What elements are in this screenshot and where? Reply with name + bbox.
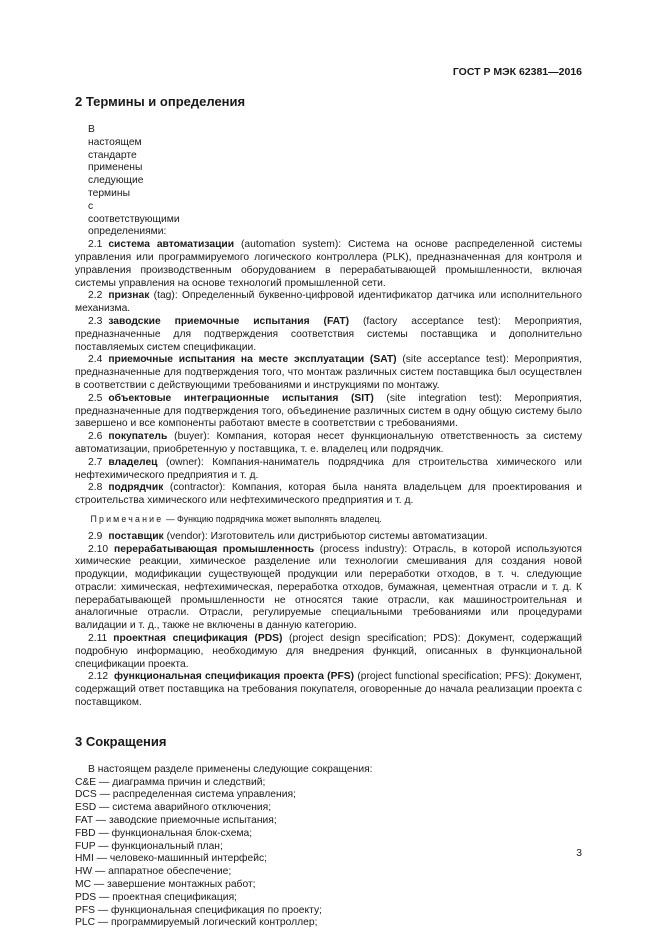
abbreviation-item: PLC — программируемый логический контроллер; [75,917,318,929]
term-name: владелец [108,456,158,468]
abbreviation-item: HMI — человеко-машинный интерфейс; [75,853,268,865]
section-2-intro: В настоящем стандарте применены следующие термины с соответствующими определениями: [88,124,180,238]
abbreviation-item: FUP — функциональный план; [75,840,223,852]
term-entry [75,290,582,316]
term-definition: (project functional specification; PFS): Документ, содержащий ответ поставщика на требования покупателя, оговоренные до начала реализации проекта с поставщиком. [75,671,582,709]
abbreviation-item: HW — аппаратное обеспечение; [75,866,232,878]
note [75,513,582,526]
term-number: 2.10 [88,543,109,555]
term-definition: (vendor): Изготовитель или дистрибьютор системы автоматизации. [163,530,488,542]
term-entry [75,671,582,709]
terms-list [75,239,582,508]
term-name: признак [108,290,150,302]
section-3-title: 3 Сокращения [75,733,167,749]
term-name: функциональная спецификация проекта (PFS) [114,671,355,683]
term-definition: (automation system): Система на основе распределенной системы управления или программируемого логического контроллера (PLK), предназначенная для контроля и управления производственным оборудованием в перерабатывающей промышленности, включая системы управления на основе технологий промышленной сети. [75,239,582,289]
abbreviation-list [75,777,582,931]
term-definition: (project design specification; PDS): Документ, содержащий подробную информацию, необходимую для внедрения функций, описанных в функциональной спецификации проекта. [75,633,582,670]
term-name: подрядчик [108,482,164,494]
abbreviation-item: PFS — функциональная спецификация по проекту; [75,904,322,916]
term-definition: (owner): Компания-наниматель подрядчика для строительства химического или нефтехимического предприятия и т. д. [75,456,582,481]
abbreviation-item: MC — завершение монтажных работ; [75,879,256,891]
term-entry [75,431,582,457]
term-number: 2.2 [88,290,103,302]
abbreviation-item: ESD — система аварийного отключения; [75,802,272,814]
term-definition: (site integration test): Мероприятия, предназначенные для подтверждения того, объединение различных систем в одну общую систему было завершено и все компоненты работают вместе в соответствии с требованиями. [75,392,582,430]
abbreviation-item: PDS — проектная спецификация; [75,891,238,903]
terms-list-2 [75,531,582,710]
term-name: заводские приемочные испытания (FAT) [108,315,350,327]
term-number: 2.11 [88,633,108,645]
term-entry [75,457,582,483]
term-definition: (buyer): Компания, которая несет функциональную ответственность за систему автоматизации, приобретенную у поставщика, т. е. владелец или подрядчик. [75,431,582,455]
term-number: 2.5 [88,392,103,404]
term-entry [75,633,582,671]
term-definition: (contractor): Компания, которая была нанята владельцем для проектирования и строительства химического или нефтехимического предприятия и т. д. [75,482,582,507]
term-name: система автоматизации [108,239,235,251]
term-entry [75,316,582,354]
term-number: 2.9 [88,530,103,542]
term-entry [75,531,582,544]
term-entry [75,354,582,392]
abbreviation-item: FBD — функциональная блок-схема; [75,827,253,839]
abbreviation-item: DCS — распределенная система управления; [75,789,296,801]
term-entry [75,393,582,431]
term-definition: (site acceptance test): Мероприятия, предназначенные для подтверждения того, что монтаж различных систем поставщика был осуществлен в соответствии с действующими требованиями и инструкциями по монтажу. [75,354,582,391]
term-name: покупатель [108,431,168,443]
term-number: 2.3 [88,315,103,327]
term-entry [75,239,582,290]
term-number: 2.6 [88,431,103,443]
term-name: объектовые интеграционные испытания (SIT) [108,392,374,404]
term-number: 2.7 [88,456,103,468]
note-text: — Функцию подрядчика может выполнять владелец. [163,513,382,524]
term-name: проектная спецификация (PDS) [113,633,283,645]
term-name: поставщик [108,530,164,542]
page-number: 3 [576,848,582,859]
term-number: 2.1 [88,239,103,251]
term-name: перерабатывающая промышленность [114,543,315,555]
term-definition: (process industry): Отрасль, в которой используются химические реакции, химическое разделение или технологии смешивания для создания новой продукции, модификации существующей продукции или переработки отходов, в т. ч. следующие отрасли: химическая, нефтехимическая, переработка отходов, бумажная, цементная отрасли и т. д. К перерабатывающей промышленности не относятся такие отрасли, как машиностроительная и аналогичные отрасли. Отрасли, регулируемые специальными требованиями или процедурами валидации и т. д., также не включены в данную категорию. [75,543,582,632]
section-2-title: 2 Термины и определения [75,94,246,109]
page-content [75,94,582,930]
term-number: 2.8 [88,482,103,494]
term-name: приемочные испытания на месте эксплуатации (SAT) [108,354,397,366]
term-entry [75,482,582,508]
section-3-intro: В настоящем разделе применены следующие сокращения: [88,763,373,775]
term-number: 2.12 [88,671,109,683]
note-label: Примечание [90,513,164,524]
abbreviation-item: FAT — заводские приемочные испытания; [75,815,277,827]
term-entry [75,544,582,634]
term-definition: (factory acceptance test): Мероприятия, предназначенные для подтверждения соответствия системы поставщика и дополнительно поставляемых систем спецификации. [75,315,583,353]
term-number: 2.4 [88,354,103,366]
abbreviation-item: C&E — диаграмма причин и следствий; [75,776,266,788]
document-header: ГОСТ Р МЭК 62381—2016 [452,66,582,78]
term-definition: (tag): Определенный буквенно-цифровой идентификатор датчика или исполнительного механизма. [75,290,582,315]
